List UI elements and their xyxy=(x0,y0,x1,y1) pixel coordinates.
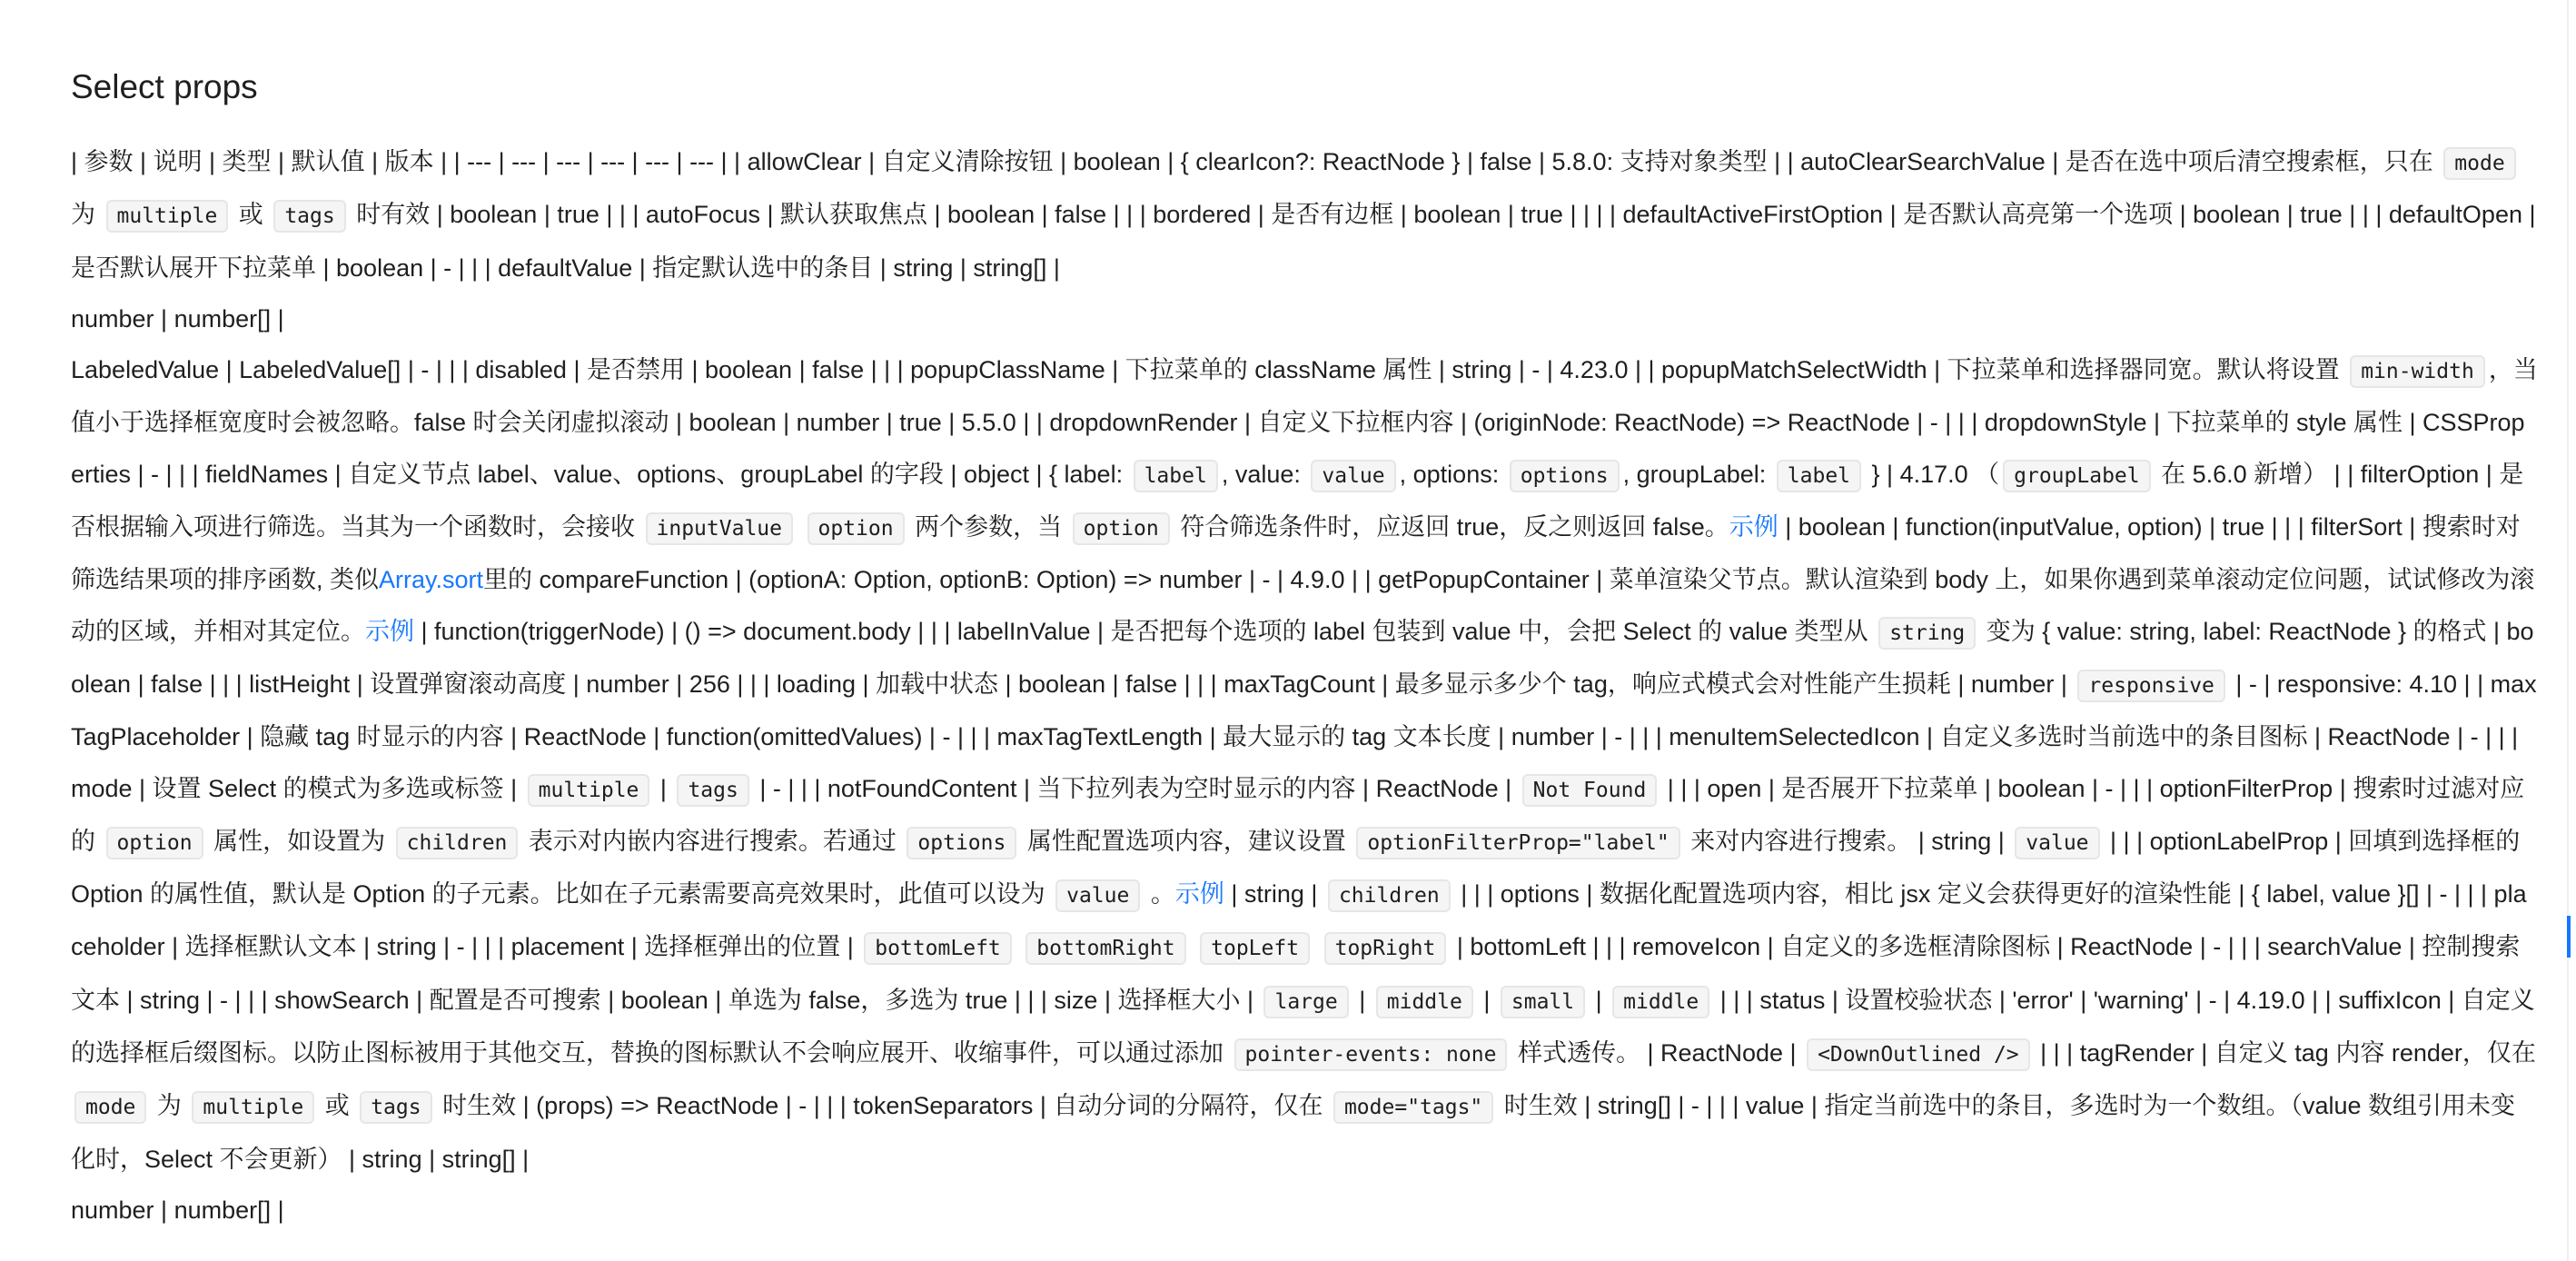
text-run: 属性配置选项内容，建议设置 xyxy=(1020,827,1353,855)
text-run: | - | responsive: 4.10 | | maxTagPlaceholder | 隐藏 tag 时显示的内容 | ReactNode | function(omittedValues) | - | | | maxTagTextLength | 最大显示的 tag 文本长度 | number | - | | | menuItemSelectedIcon | 自定义多选时当前选中的条目图标 | ReactNode | - | | | mode | 设置 Select 的模式为多选或标签 | xyxy=(71,670,2537,802)
inline-code: multiple xyxy=(192,1091,314,1124)
inline-code: responsive xyxy=(2077,670,2224,702)
inline-code: min-width xyxy=(2350,355,2485,388)
inline-code: options xyxy=(907,827,1016,859)
text-run: | xyxy=(1589,986,1610,1014)
inline-code: tags xyxy=(273,200,345,233)
inline-code: mode="tags" xyxy=(1333,1091,1493,1124)
inline-code: bottomLeft xyxy=(864,932,1011,965)
text-run: | xyxy=(1352,986,1372,1014)
scrollbar-track[interactable] xyxy=(2567,0,2569,1261)
inline-code: options xyxy=(1510,460,1620,492)
text-run: | bottomLeft | | | removeIcon | 自定义的多选框清除图标 | ReactNode | - | | | searchValue | 控制搜索文本 | string | - | | | showSearch | 配置是否可搜索 | boolean | 单选为 false，多选为 true | | | size | 选择框大小 | xyxy=(71,933,2521,1014)
text-run: 在 5.6.0 新增） | | filterOption | 是否根据输入项进行筛选。当其为一个函数时，会接收 xyxy=(71,460,2524,541)
inline-code: <DownOutlined /> xyxy=(1807,1038,2030,1071)
example-link[interactable]: 示例 xyxy=(1174,880,1224,909)
text-run xyxy=(1190,933,1197,960)
text-run: 为 xyxy=(150,1092,189,1120)
text-run: number | number[] | xyxy=(71,304,284,333)
text-run: LabeledValue | LabeledValue[] | - | | | disabled | 是否禁用 | boolean | false | | | popupClassName | 下拉菜单的 className 属性 | string | - | 4.23.0 | | popupMatchSelectWidth | 下拉菜单和选择器同宽。默认将设置 xyxy=(71,356,2347,384)
inline-code: mode xyxy=(2443,147,2515,180)
text-run xyxy=(797,513,804,541)
inline-code: multiple xyxy=(106,200,229,233)
inline-code: topLeft xyxy=(1200,932,1310,965)
inline-code: Not Found xyxy=(1522,774,1658,807)
text-run: | 参数 | 说明 | 类型 | 默认值 | 版本 | | --- | --- | --- | --- | --- | --- | | allowClear | 自定义清除按钮 | boolean | { clearIcon?: ReactNode } | false | 5.8.0: 支持对象类型 | | autoClearSearchValue | 是否在选中项后清空搜索框，只在 xyxy=(71,148,2441,175)
inline-code: groupLabel xyxy=(2003,460,2150,492)
text-run: 属性，如设置为 xyxy=(206,827,392,855)
inline-code: value xyxy=(1055,879,1140,912)
text-run: | | | open | 是否展开下拉菜单 | boolean | - | | | optionFilterProp | 搜索时过滤对应的 xyxy=(71,774,2525,855)
text-run: , groupLabel: xyxy=(1622,460,1773,488)
inline-code: string xyxy=(1878,617,1976,650)
text-run: , value: xyxy=(1221,460,1308,488)
inline-code: inputValue xyxy=(646,512,793,545)
inline-code: bottomRight xyxy=(1025,932,1185,965)
text-run: 时生效 | string[] | - | | | value | 指定当前选中的条目，多选时为一个数组。（value 数组引用未变化时，Select 不会更新） | string | string[] | xyxy=(71,1092,2515,1173)
text-run: } | 4.17.0 （ xyxy=(1865,460,2000,488)
example-link[interactable]: 示例 xyxy=(365,617,414,645)
text-run: 符合筛选条件时，应返回 true，反之则返回 false。 xyxy=(1173,513,1729,541)
text-run: 时有效 | boolean | true | | | autoFocus | 默认获取焦点 | boolean | false | | | bordered | 是否有边框 | boolean | true | | | | defaultActiveFirstOption | 是否默认高亮第一个选项 | boolean | true | | | defaultOpen | 是否默认展开下拉菜单 | boolean | - | | | defaultValue | 指定默认选中的条目 | string | string[] | xyxy=(71,201,2536,282)
props-paragraph xyxy=(71,136,2538,1236)
inline-code: children xyxy=(396,827,519,859)
text-run: 两个参数，当 xyxy=(907,513,1069,541)
inline-code: small xyxy=(1501,986,1585,1018)
inline-code: middle xyxy=(1376,986,1473,1018)
text-run: 样式透传。 | ReactNode | xyxy=(1511,1039,1804,1067)
text-run: 来对内容进行搜索。 | string | xyxy=(1683,827,2012,855)
inline-code: option xyxy=(807,512,905,545)
inline-code: middle xyxy=(1612,986,1709,1018)
text-run: 或 xyxy=(318,1092,357,1120)
inline-code: topRight xyxy=(1324,932,1447,965)
text-run: | - | | | notFoundContent | 当下拉列表为空时显示的内容 | ReactNode | xyxy=(752,774,1519,802)
inline-code: option xyxy=(106,827,203,859)
text-run: 表示对内嵌内容进行搜索。若通过 xyxy=(521,827,904,855)
text-run: 时生效 | (props) => ReactNode | - | | | tokenSeparators | 自动分词的分隔符，仅在 xyxy=(435,1092,1330,1120)
text-run xyxy=(1313,933,1321,960)
example-link[interactable]: 示例 xyxy=(1729,513,1778,541)
main-content xyxy=(71,62,2538,1236)
inline-code: tags xyxy=(677,774,748,807)
text-run: 或 xyxy=(232,201,271,229)
inline-code: tags xyxy=(360,1091,431,1124)
text-run: number | number[] | xyxy=(71,1196,284,1224)
inline-code: option xyxy=(1073,512,1170,545)
inline-code: mode xyxy=(74,1091,146,1124)
page-title: Select props xyxy=(71,68,258,105)
inline-code: label xyxy=(1134,460,1218,492)
scrollbar-thumb[interactable] xyxy=(2567,916,2571,958)
inline-code: label xyxy=(1777,460,1861,492)
text-run xyxy=(1016,933,1023,960)
inline-code: multiple xyxy=(528,774,650,807)
text-run: , options: xyxy=(1399,460,1506,488)
text-run: | | | tagRender | 自定义 tag 内容 render，仅在 xyxy=(2033,1039,2536,1067)
text-run: 变为 { value: string, label: ReactNode } 的格式 | boolean | false | | | listHeight | 设置弹窗滚动高度 | number | 256 | | | loading | 加载中状态 | boolean | false | | | maxTagCount | 最多显示多少个 tag，响应式模式会对性能产生损耗 | number | xyxy=(71,617,2534,698)
inline-code: value xyxy=(1311,460,1395,492)
example-link[interactable]: Array.sort xyxy=(379,566,484,594)
text-run: | string | xyxy=(1224,880,1324,909)
text-run: 为 xyxy=(71,201,103,229)
inline-code: optionFilterProp="label" xyxy=(1356,827,1679,859)
text-run: | xyxy=(653,774,674,802)
text-run: 里的 compareFunction | (optionA: Option, optionB: Option) => number | - | 4.9.0 | | getPopupContainer | 菜单渲染父节点。默认渲染到 body 上，如果你遇到菜单滚动定位问题，试试修改为滚动的区域，并相对其定位。 xyxy=(71,566,2535,645)
inline-code: children xyxy=(1328,879,1451,912)
text-run: | | | options | 数据化配置选项内容，相比 jsx 定义会获得更好的渲染性能 | { label, value }[] | - | | | placeholder | 选择框默认文本 | string | - | | | placement | 选择框弹出的位置 | xyxy=(71,880,2527,961)
inline-code: pointer-events: none xyxy=(1234,1038,1508,1071)
text-run: 。 xyxy=(1144,880,1175,909)
text-run: | boolean | function(inputValue, option) | true | | | filterSort | 搜索时对筛选结果项的排序函数, 类似 xyxy=(71,513,2521,594)
text-run: | function(triggerNode) | () => document.body | | | labelInValue | 是否把每个选项的 label 包装到 value 中，会把 Select 的 value 类型从 xyxy=(414,617,1876,645)
text-run: ，当值小于选择框宽度时会被忽略。false 时会关闭虚拟滚动 | boolean | number | true | 5.5.0 | | dropdownRender | 自定义下拉框内容 | (originNode: ReactNode) => ReactNode | - | | | dropdownStyle | 下拉菜单的 style 属性 | CSSProperties | - | | | fieldNames | 自定义节点 label、value、options、groupLabel 的字段 | object | { label: xyxy=(71,356,2538,488)
text-run: | xyxy=(1476,986,1497,1014)
text-run: | | | optionLabelProp | 回填到选择框的 Option 的属性值，默认是 Option 的子元素。比如在子元素需要高亮效果时，此值可以设为 xyxy=(71,827,2521,909)
inline-code: value xyxy=(2015,827,2099,859)
text-run: | | | status | 设置校验状态 | 'error' | 'warning' | - | 4.19.0 | | suffixIcon | 自定义的选择框后缀图标。以防止图标被用于其他交互，替换的图标默认不会响应展开、收缩事件，可以通过添加 xyxy=(71,986,2535,1067)
inline-code: large xyxy=(1263,986,1348,1018)
